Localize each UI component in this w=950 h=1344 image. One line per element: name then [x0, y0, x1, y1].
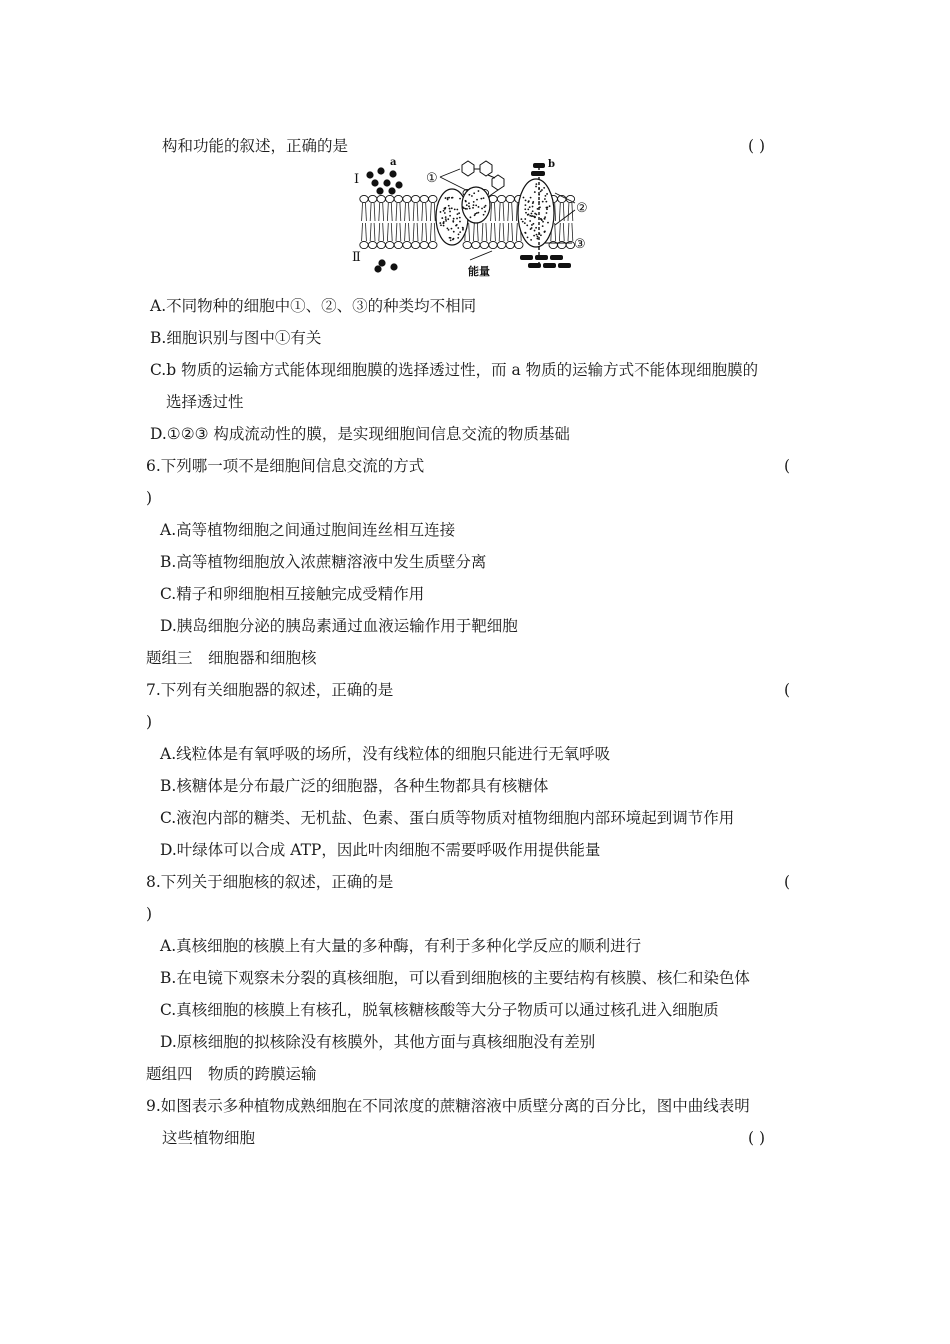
- lipid-tail: [422, 203, 423, 221]
- protein-speckle: [541, 189, 543, 191]
- q7-option-b: B.核糖体是分布最广泛的细胞器，各种生物都具有核糖体: [160, 777, 549, 795]
- lipid-tail: [366, 203, 367, 221]
- lipid-tail: [568, 223, 569, 241]
- protein-speckle: [449, 208, 451, 210]
- protein-speckle: [449, 215, 451, 217]
- protein-speckle: [453, 218, 455, 220]
- protein-speckle: [535, 183, 537, 185]
- lipid-tail: [366, 223, 367, 241]
- lipid-tail: [362, 223, 363, 241]
- q5-option-d: D.①②③ 构成流动性的膜，是实现细胞间信息交流的物质基础: [150, 425, 570, 443]
- protein-speckle: [451, 228, 453, 230]
- protein-speckle: [531, 213, 533, 215]
- lipid-tail: [426, 203, 427, 221]
- protein-speckle: [469, 208, 471, 210]
- q6-stem: 6.下列哪一项不是细胞间信息交流的方式: [146, 457, 425, 475]
- protein-speckle: [476, 199, 478, 201]
- lipid-head: [558, 241, 566, 248]
- protein-speckle: [483, 206, 485, 208]
- lipid-tail: [379, 203, 380, 221]
- q9-stem-line-1: 9.如图表示多种植物成熟细胞在不同浓度的蔗糖溶液中质壁分离的百分比，图中曲线表明: [146, 1097, 750, 1115]
- protein-speckle: [473, 201, 475, 203]
- lipid-tail: [426, 223, 427, 241]
- protein-speckle: [457, 227, 459, 229]
- lipid-tail: [486, 223, 487, 241]
- protein-speckle: [540, 234, 542, 236]
- protein-speckle: [445, 197, 447, 199]
- protein-speckle: [542, 221, 544, 223]
- lipid-tail: [391, 223, 392, 241]
- lipid-head: [420, 195, 428, 202]
- protein-speckle: [459, 221, 461, 223]
- q6-option-c: C.精子和卵细胞相互接触完成受精作用: [160, 585, 425, 603]
- lipid-tail: [516, 223, 517, 241]
- q6-option-d: D.胰岛细胞分泌的胰岛素通过血液运输作用于靶细胞: [160, 617, 518, 635]
- protein-speckle: [477, 212, 479, 214]
- lipid-tail: [469, 223, 470, 241]
- protein-speckle: [534, 230, 536, 232]
- q8-stem: 8.下列关于细胞核的叙述，正确的是: [146, 873, 394, 891]
- protein-speckle: [457, 213, 459, 215]
- protein-speckle: [523, 197, 525, 199]
- protein-speckle: [529, 206, 531, 208]
- lipid-tail: [430, 223, 431, 241]
- q7-bracket-open: (: [784, 681, 791, 699]
- protein-speckle: [448, 197, 450, 199]
- protein-speckle: [472, 207, 474, 209]
- protein-speckle: [529, 220, 531, 222]
- cell-membrane-diagram: [350, 155, 590, 280]
- lipid-tail: [405, 223, 406, 241]
- protein-speckle: [473, 204, 475, 206]
- lipid-tail: [555, 203, 556, 221]
- lipid-head: [420, 241, 428, 248]
- lipid-tail: [491, 203, 492, 221]
- lipid-tail: [400, 203, 401, 221]
- q6-bracket-open: (: [784, 457, 791, 475]
- protein-speckle: [527, 208, 529, 210]
- lipid-head: [506, 195, 514, 202]
- protein-speckle: [459, 198, 461, 200]
- protein-speckle: [458, 233, 460, 235]
- protein-speckle: [545, 201, 547, 203]
- label-energy: 能量: [468, 265, 490, 278]
- lipid-tail: [503, 223, 504, 241]
- lipid-tail: [430, 203, 431, 221]
- protein-speckle: [450, 237, 452, 239]
- lipid-tail: [396, 223, 397, 241]
- q9-stem-line-2: 这些植物细胞: [162, 1129, 256, 1147]
- protein-speckle: [443, 225, 445, 227]
- lipid-tail: [383, 203, 384, 221]
- protein-speckle: [484, 211, 486, 213]
- lipid-tail: [387, 203, 388, 221]
- protein-speckle: [529, 215, 531, 217]
- protein-speckle: [456, 218, 458, 220]
- lipid-head: [360, 241, 368, 248]
- lipid-tail: [559, 203, 560, 221]
- protein-speckle: [459, 217, 461, 219]
- protein-speckle: [478, 190, 480, 192]
- protein-speckle: [525, 199, 527, 201]
- protein-speckle: [457, 237, 459, 239]
- protein-speckle: [443, 210, 445, 212]
- protein-speckle: [483, 197, 485, 199]
- protein-speckle: [471, 195, 473, 197]
- lipid-head: [515, 241, 523, 248]
- lipid-head: [368, 195, 376, 202]
- lipid-head: [386, 195, 394, 202]
- protein-speckle: [537, 208, 539, 210]
- lipid-tail: [362, 203, 363, 221]
- protein-speckle: [531, 227, 533, 229]
- lipid-tail: [391, 203, 392, 221]
- protein-speckle: [525, 232, 527, 234]
- lipid-tail: [383, 223, 384, 241]
- lipid-tail: [477, 223, 478, 241]
- lipid-tail: [495, 223, 496, 241]
- protein-speckle: [468, 205, 470, 207]
- protein-speckle: [546, 212, 548, 214]
- protein-speckle: [465, 208, 467, 210]
- protein-speckle: [478, 206, 480, 208]
- protein-speckle: [452, 220, 454, 222]
- lipid-head: [368, 241, 376, 248]
- protein-speckle: [524, 218, 526, 220]
- protein-speckle: [549, 205, 551, 207]
- protein-speckle: [447, 218, 449, 220]
- group-3-heading: 题组三 细胞器和细胞核: [146, 649, 317, 667]
- lipid-head: [403, 195, 411, 202]
- group-4-heading: 题组四 物质的跨膜运输: [146, 1065, 317, 1083]
- protein-speckle: [453, 238, 455, 240]
- q7-option-c: C.液泡内部的糖类、无机盐、色素、蛋白质等物质对植物细胞内部环境起到调节作用: [160, 809, 735, 827]
- lipid-tail: [503, 203, 504, 221]
- protein-speckle: [448, 205, 450, 207]
- protein-speckle: [525, 204, 527, 206]
- label-1: ①: [426, 171, 438, 186]
- q5-answer-bracket: ( ): [748, 137, 766, 155]
- protein-right: [518, 179, 554, 247]
- lipid-tail: [417, 223, 418, 241]
- protein-speckle: [546, 193, 548, 195]
- lipid-head: [489, 241, 497, 248]
- q8-bracket-close: ): [146, 905, 153, 923]
- lipid-tail: [405, 203, 406, 221]
- q5-stem-tail: 构和功能的叙述，正确的是: [162, 137, 349, 155]
- q8-option-d: D.原核细胞的拟核除没有核膜外，其他方面与真核细胞没有差别: [160, 1033, 596, 1051]
- lipid-tail: [413, 223, 414, 241]
- q7-bracket-close: ): [146, 713, 153, 731]
- label-side-I: Ⅰ: [354, 172, 360, 187]
- protein-speckle: [544, 218, 546, 220]
- lipid-head: [411, 241, 419, 248]
- protein-speckle: [540, 218, 542, 220]
- q7-option-a: A.线粒体是有氧呼吸的场所，没有线粒体的细胞只能进行无氧呼吸: [160, 745, 611, 763]
- protein-speckle: [536, 214, 538, 216]
- lipid-tail: [473, 223, 474, 241]
- label-side-II: Ⅱ: [352, 250, 361, 265]
- protein-speckle: [524, 208, 526, 210]
- protein-speckle: [451, 207, 453, 209]
- lipid-tail: [396, 203, 397, 221]
- lipid-head: [472, 241, 480, 248]
- protein-speckle: [536, 238, 538, 240]
- protein-speckle: [462, 227, 464, 229]
- lipid-tail: [374, 223, 375, 241]
- protein-speckle: [468, 194, 470, 196]
- protein-speckle: [458, 212, 460, 214]
- lipid-head: [497, 195, 505, 202]
- protein-speckle: [524, 222, 526, 224]
- lipid-tail: [491, 223, 492, 241]
- q5-option-c-cont: 选择透过性: [166, 393, 244, 411]
- protein-speckle: [466, 204, 468, 206]
- lipid-tail: [482, 223, 483, 241]
- lipid-head: [549, 241, 557, 248]
- protein-speckle: [531, 224, 533, 226]
- protein-speckle: [473, 192, 475, 194]
- protein-speckle: [449, 211, 451, 213]
- protein-speckle: [445, 218, 447, 220]
- protein-speckle: [445, 216, 447, 218]
- protein-speckle: [443, 221, 445, 223]
- lipid-head: [403, 241, 411, 248]
- protein-speckle: [455, 225, 457, 227]
- protein-speckle: [475, 204, 477, 206]
- protein-speckle: [453, 231, 455, 233]
- protein-speckle: [527, 214, 529, 216]
- protein-speckle: [485, 205, 487, 207]
- protein-speckle: [454, 208, 456, 210]
- protein-speckle: [530, 197, 532, 199]
- lipid-head: [480, 241, 488, 248]
- q5-option-c: C.b 物质的运输方式能体现细胞膜的选择透过性，而 a 物质的运输方式不能体现细胞膜的: [150, 361, 759, 379]
- protein-speckle: [528, 200, 530, 202]
- protein-speckle: [462, 206, 464, 208]
- protein-speckle: [535, 186, 537, 188]
- protein-speckle: [445, 220, 447, 222]
- protein-speckle: [440, 224, 442, 226]
- protein-speckle: [439, 222, 441, 224]
- protein-speckle: [540, 190, 542, 192]
- lipid-tail: [434, 203, 435, 221]
- lipid-head: [394, 241, 402, 248]
- lipid-tail: [508, 203, 509, 221]
- protein-speckle: [545, 195, 547, 197]
- lipid-tail: [417, 203, 418, 221]
- lipid-tail: [568, 203, 569, 221]
- protein-speckle: [441, 217, 443, 219]
- protein-speckle: [531, 215, 533, 217]
- protein-speckle: [537, 236, 539, 238]
- protein-speckle: [520, 218, 522, 220]
- protein-speckle: [532, 206, 534, 208]
- protein-speckle: [535, 227, 537, 229]
- protein-speckle: [444, 208, 446, 210]
- lipid-head: [386, 241, 394, 248]
- lipid-tail: [555, 223, 556, 241]
- protein-speckle: [450, 239, 452, 241]
- label-3: ③: [574, 237, 586, 252]
- q8-option-c: C.真核细胞的核膜上有核孔，脱氧核糖核酸等大分子物质可以通过核孔进入细胞质: [160, 1001, 719, 1019]
- protein-speckle: [546, 207, 548, 209]
- lipid-head: [360, 195, 368, 202]
- lipid-tail: [387, 223, 388, 241]
- lipid-head: [429, 241, 437, 248]
- protein-speckle: [533, 223, 535, 225]
- q7-stem: 7.下列有关细胞器的叙述，正确的是: [146, 681, 394, 699]
- protein-speckle: [544, 231, 546, 233]
- lipid-head: [377, 241, 385, 248]
- protein-speckle: [533, 235, 535, 237]
- lipid-tail: [512, 223, 513, 241]
- molecules-a: [366, 167, 402, 272]
- q6-option-b: B.高等植物细胞放入浓蔗糖溶液中发生质壁分离: [160, 553, 487, 571]
- q8-option-b: B.在电镜下观察未分裂的真核细胞，可以看到细胞核的主要结构有核膜、核仁和染色体: [160, 969, 750, 987]
- lipid-tail: [409, 223, 410, 241]
- lipid-head: [411, 195, 419, 202]
- lipid-tail: [508, 223, 509, 241]
- q7-option-d: D.叶绿体可以合成 ATP，因此叶肉细胞不需要呼吸作用提供能量: [160, 841, 601, 859]
- protein-speckle: [465, 200, 467, 202]
- lipid-tail: [572, 223, 573, 241]
- protein-speckle: [459, 231, 461, 233]
- lipid-tail: [400, 223, 401, 241]
- protein-speckle: [456, 209, 458, 211]
- lipid-head: [506, 241, 514, 248]
- protein-speckle: [534, 191, 536, 193]
- protein-speckle: [532, 210, 534, 212]
- q6-bracket-close: ): [146, 489, 153, 507]
- protein-speckle: [530, 239, 532, 241]
- lipid-tail: [422, 223, 423, 241]
- protein-speckle: [525, 212, 527, 214]
- protein-speckle: [547, 222, 549, 224]
- protein-speckle: [443, 222, 445, 224]
- protein-speckle: [444, 212, 446, 214]
- lipid-tail: [409, 203, 410, 221]
- lipid-tail: [374, 203, 375, 221]
- lipid-tail: [370, 203, 371, 221]
- lipid-tail: [516, 203, 517, 221]
- protein-speckle: [474, 213, 476, 215]
- protein-speckle: [470, 216, 472, 218]
- lipid-tail: [512, 203, 513, 221]
- lipid-tail: [563, 223, 564, 241]
- lipid-tail: [370, 223, 371, 241]
- protein-speckle: [480, 198, 482, 200]
- protein-speckle: [522, 221, 524, 223]
- lipid-tail: [559, 223, 560, 241]
- lipid-head: [497, 241, 505, 248]
- protein-speckle: [542, 201, 544, 203]
- q9-answer-bracket: ( ): [748, 1129, 766, 1147]
- q6-option-a: A.高等植物细胞之间通过胞间连丝相互连接: [160, 521, 456, 539]
- lipid-head: [394, 195, 402, 202]
- lipid-tail: [495, 203, 496, 221]
- protein-speckle: [542, 225, 544, 227]
- protein-speckle: [532, 201, 534, 203]
- protein-speckle: [536, 234, 538, 236]
- lipid-tail: [413, 203, 414, 221]
- label-b: b: [548, 159, 555, 170]
- lipid-tail: [434, 223, 435, 241]
- protein-speckle: [468, 202, 470, 204]
- q8-option-a: A.真核细胞的核膜上有大量的多种酶，有利于多种化学反应的顺利进行: [160, 937, 642, 955]
- protein-speckle: [544, 198, 546, 200]
- protein-speckle: [483, 214, 485, 216]
- lipid-head: [429, 195, 437, 202]
- label-2: ②: [576, 201, 588, 216]
- protein-speckle: [546, 208, 548, 210]
- protein-speckle: [527, 236, 529, 238]
- protein-speckle: [526, 224, 528, 226]
- q8-bracket-open: (: [784, 873, 791, 891]
- protein-speckle: [543, 187, 545, 189]
- q5-option-b: B.细胞识别与图中①有关: [150, 329, 322, 347]
- lipid-head: [377, 195, 385, 202]
- protein-speckle: [481, 208, 483, 210]
- lipid-tail: [499, 203, 500, 221]
- protein-speckle: [451, 197, 453, 199]
- protein-speckle: [447, 227, 449, 229]
- protein-speckle: [448, 229, 450, 231]
- protein-speckle: [533, 216, 535, 218]
- lipid-tail: [499, 223, 500, 241]
- lipid-tail: [379, 223, 380, 241]
- label-a: a: [390, 157, 397, 168]
- lipid-head: [463, 241, 471, 248]
- q5-option-a: A.不同物种的细胞中①、②、③的种类均不相同: [150, 297, 477, 315]
- protein-speckle: [462, 229, 464, 231]
- protein-speckle: [440, 211, 442, 213]
